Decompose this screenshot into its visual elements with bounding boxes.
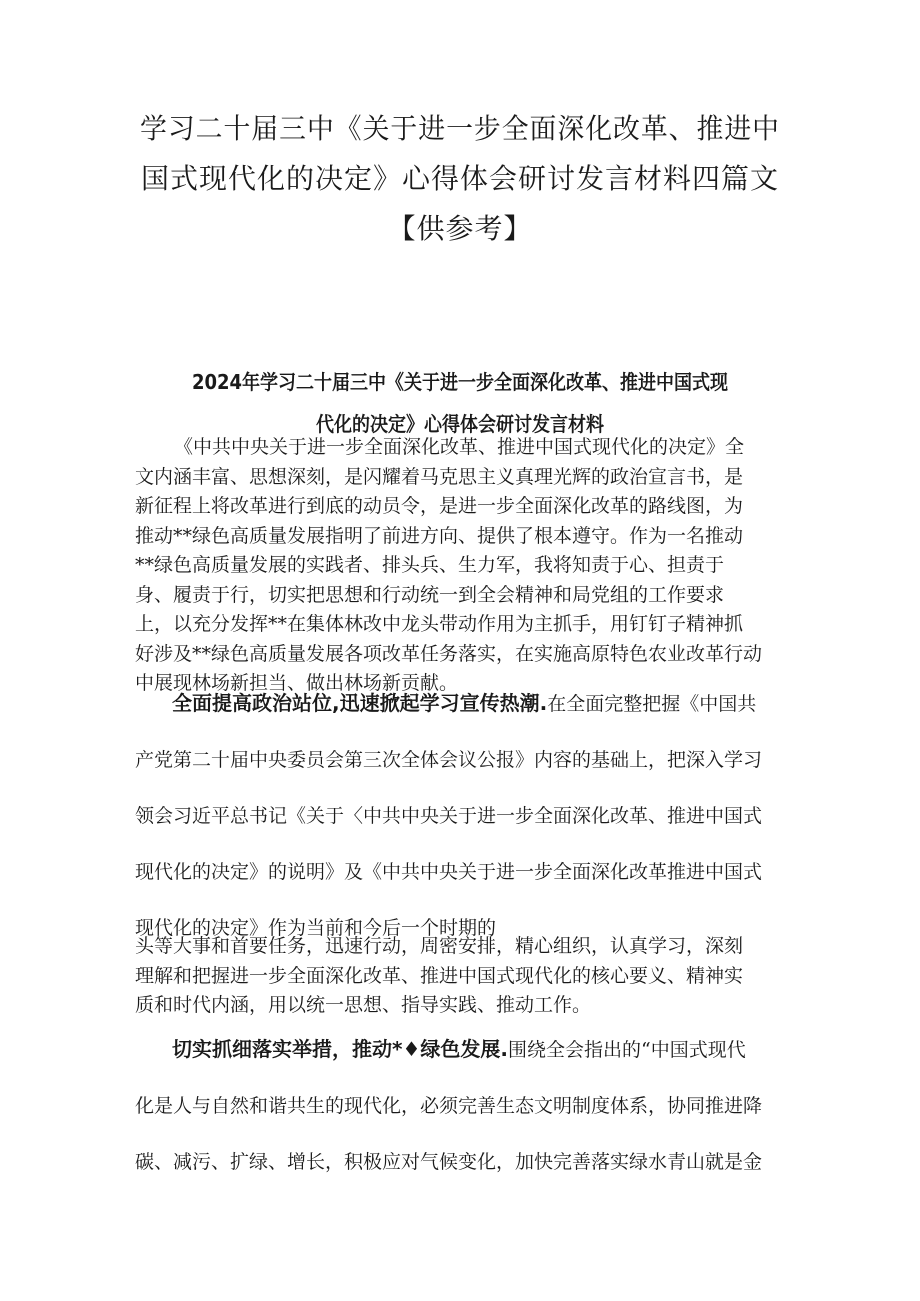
point2-first-line — [135, 1021, 762, 1078]
text-line: 中展现林场新担当、做出林场新贡献。 — [135, 672, 459, 694]
text-line: 身、履责于行，切实把思想和行动统一到全会精神和局党组的工作要求 — [135, 583, 725, 606]
text-line: 头等大事和首要任务，迅速行动，周密安排，精心组织，认真学习，深刻 — [135, 935, 744, 957]
text-line: 《中共中央关于进一步全面深化改革、推进中国式现代化的决定》全 — [174, 436, 745, 458]
text-line: 化是人与自然和谐共生的现代化，必须完善生态文明制度体系，协同推进降 — [135, 1095, 763, 1117]
section-title-line-1: 2024年学习二十届三中《关于进一步全面深化改革、推进中国式现 — [191, 370, 729, 394]
intro-paragraph — [135, 433, 762, 699]
title-line: 学习二十届三中《关于进一步全面深化改革、推进中 — [139, 112, 780, 145]
text-line: 理解和把握进一步全面深化改革、推进中国式现代化的核心要义、精神实 — [135, 964, 744, 987]
text-line: 领会习近平总书记《关于〈中共中央关于进一步全面深化改革、推进中国式 — [135, 805, 763, 827]
text-line: 好涉及**绿色高质量发展各项改革任务落实，在实施高原特色农业改革行动 — [135, 642, 763, 665]
point2-heading: 切实抓细落实举措，推动*♦绿色发展. — [172, 1037, 508, 1061]
point2-first-text: 围绕全会指出的“中国式现代 — [508, 1039, 746, 1061]
point1-paragraph — [135, 675, 762, 956]
point2-paragraph — [135, 1021, 762, 1190]
text-line: 文内涵丰富、思想深刻，是闪耀着马克思主义真理光辉的政治宣言书，是 — [135, 465, 744, 488]
section-title-line-2: 代化的决定》心得体会研讨发言材料 — [316, 412, 604, 436]
point1-heading: 全面提高政治站位,迅速掀起学习宣传热潮. — [172, 691, 548, 715]
text-line: 质和时代内涵，用以统一思想、指导实践、推动工作。 — [135, 994, 592, 1016]
text-line: 碳、减污、扩绿、增长，积极应对气候变化，加快完善落实绿水青山就是金 — [135, 1151, 763, 1173]
text-line: 新征程上将改革进行到底的动员令，是进一步全面深化改革的路线图，为 — [135, 495, 744, 517]
document-title — [120, 104, 800, 254]
text-line: 现代化的决定》的说明》及《中共中央关于进一步全面深化改革推进中国式 — [135, 861, 763, 883]
title-line: 国式现代化的决定》心得体会研讨发言材料四篇文 — [140, 162, 779, 195]
text-line: 上，以充分发挥**在集体林改中龙头带动作用为主抓手，用钉钉子精神抓 — [135, 613, 744, 635]
title-line: 【供参考】 — [387, 212, 533, 245]
point1-first-line — [135, 675, 762, 732]
text-line: 推动**绿色高质量发展指明了前进方向、提供了根本遵守。作为一名推动 — [135, 524, 744, 547]
text-line: **绿色高质量发展的实践者、排头兵、生力军，我将知责于心、担责于 — [135, 554, 725, 576]
point1-first-text: 在全面完整把握《中国共 — [547, 693, 757, 715]
text-line: 现代化的决定》作为当前和今后一个时期的 — [135, 917, 497, 939]
point1-continuation — [135, 932, 743, 1021]
text-line: 产党第二十届中央委员会第三次全体会议公报》内容的基础上，把深入学习 — [135, 749, 763, 771]
